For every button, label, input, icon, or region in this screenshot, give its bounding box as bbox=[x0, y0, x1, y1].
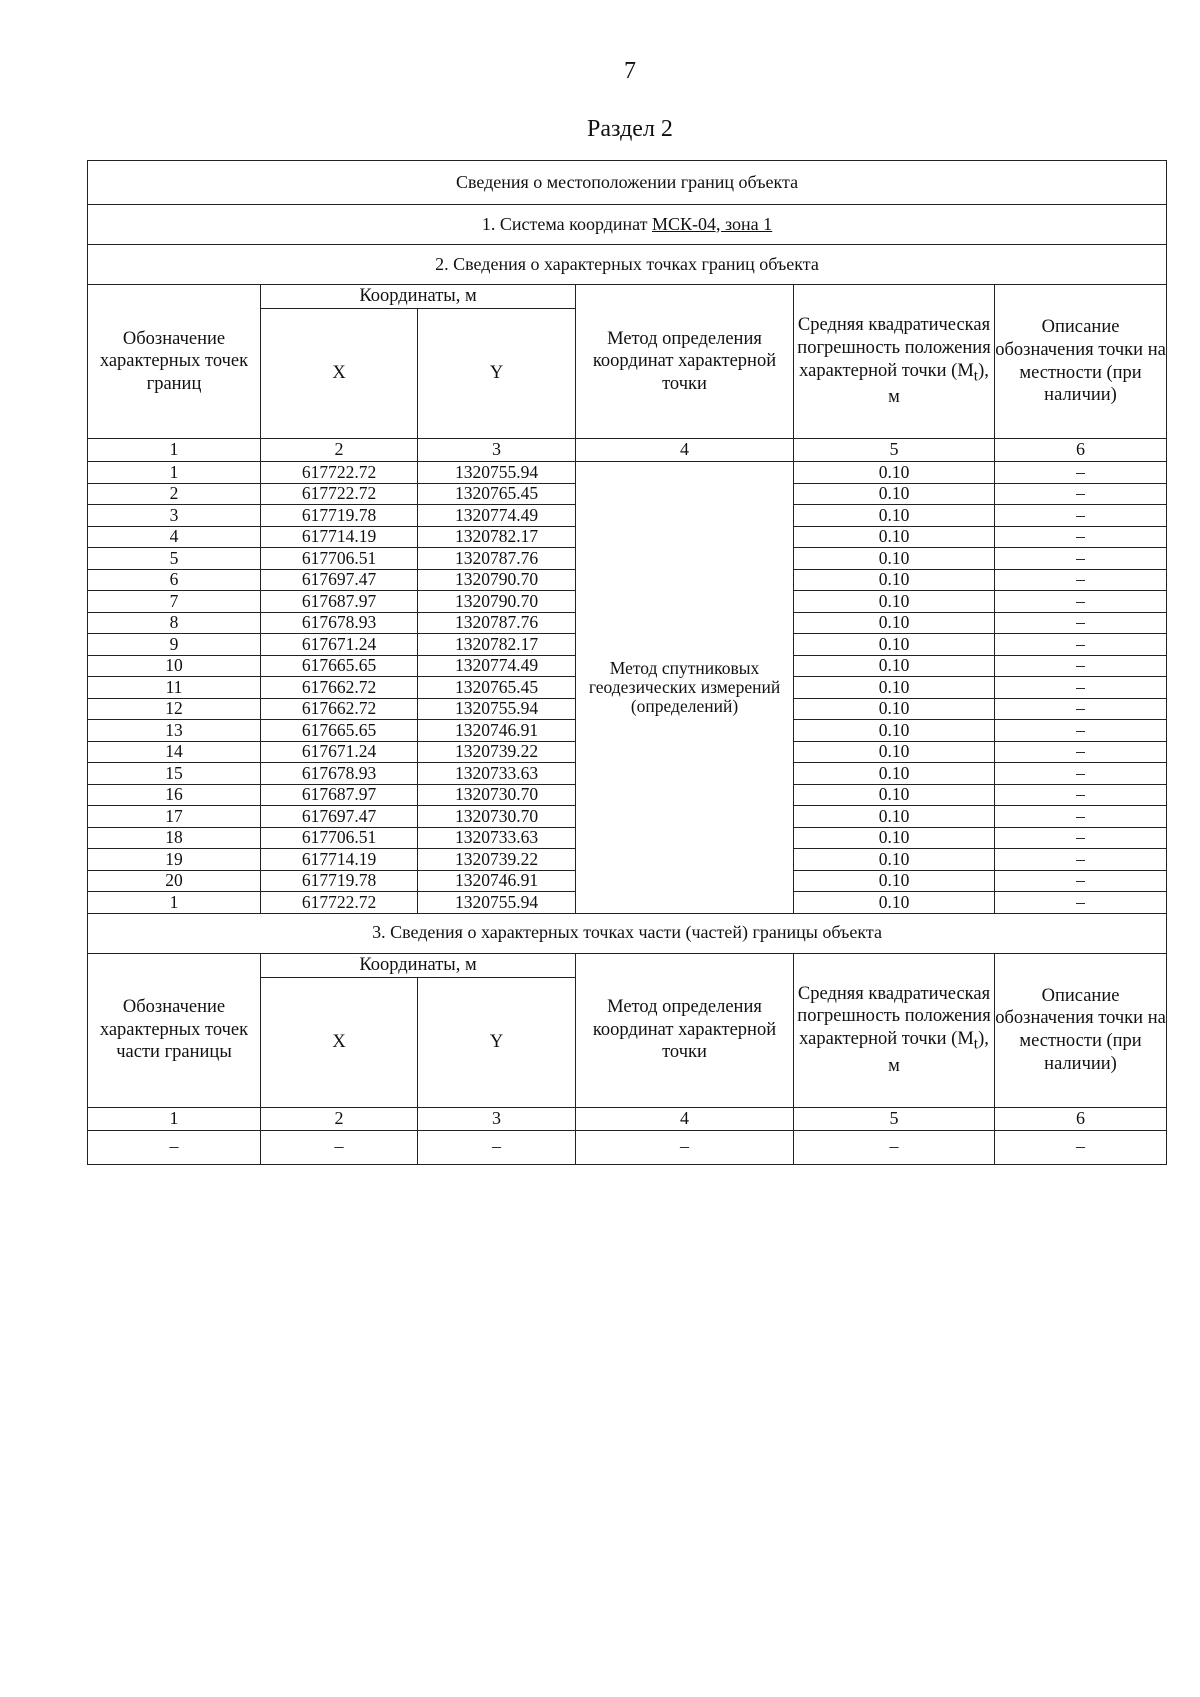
point-number: 8 bbox=[88, 612, 261, 634]
page-number: 7 bbox=[624, 58, 636, 84]
point-error: 0.10 bbox=[794, 849, 995, 871]
column-index-row bbox=[88, 439, 1167, 462]
empty-cell: – bbox=[576, 1130, 794, 1164]
point-y: 1320790.70 bbox=[418, 591, 576, 613]
point-x: 617687.97 bbox=[261, 591, 418, 613]
col-index: 6 bbox=[995, 439, 1167, 462]
col-index: 4 bbox=[576, 439, 794, 462]
point-description: – bbox=[995, 548, 1167, 570]
point-y: 1320782.17 bbox=[418, 526, 576, 548]
point-x: 617706.51 bbox=[261, 548, 418, 570]
point-error: 0.10 bbox=[794, 526, 995, 548]
point-x: 617714.19 bbox=[261, 849, 418, 871]
coord-system-value: МСК-04, зона 1 bbox=[652, 213, 773, 234]
point-y: 1320730.70 bbox=[418, 806, 576, 828]
method-cell: Метод спутниковых геодезических измерений (определений) bbox=[576, 462, 794, 914]
point-number: 20 bbox=[88, 870, 261, 892]
point-description: – bbox=[995, 849, 1167, 871]
section3-title: 3. Сведения о характерных точках части (частей) границы объекта bbox=[88, 913, 1167, 953]
point-y: 1320730.70 bbox=[418, 784, 576, 806]
point-error: 0.10 bbox=[794, 741, 995, 763]
point-x: 617662.72 bbox=[261, 698, 418, 720]
point-y: 1320739.22 bbox=[418, 849, 576, 871]
point-x: 617671.24 bbox=[261, 741, 418, 763]
point-error: 0.10 bbox=[794, 720, 995, 742]
header-error-unit: ), м bbox=[888, 360, 989, 408]
point-description: – bbox=[995, 526, 1167, 548]
point-error: 0.10 bbox=[794, 763, 995, 785]
part-empty-row bbox=[88, 1130, 1167, 1164]
point-y: 1320774.49 bbox=[418, 655, 576, 677]
point-number: 1 bbox=[88, 462, 261, 484]
table-title: Сведения о местоположении границ объекта bbox=[88, 161, 1167, 205]
header-designation: Обозначение характерных точек границ bbox=[88, 285, 261, 439]
point-number: 14 bbox=[88, 741, 261, 763]
coord-system-label: 1. Система координат bbox=[481, 213, 648, 234]
point-description: – bbox=[995, 741, 1167, 763]
point-y: 1320782.17 bbox=[418, 634, 576, 656]
point-error: 0.10 bbox=[794, 870, 995, 892]
point-description: – bbox=[995, 870, 1167, 892]
point-x: 617722.72 bbox=[261, 483, 418, 505]
section-title: Раздел 2 bbox=[587, 116, 673, 142]
point-y: 1320755.94 bbox=[418, 892, 576, 914]
point-x: 617722.72 bbox=[261, 892, 418, 914]
point-y: 1320790.70 bbox=[418, 569, 576, 591]
point-x: 617719.78 bbox=[261, 505, 418, 527]
header-error-sub: t bbox=[973, 367, 979, 385]
point-error: 0.10 bbox=[794, 698, 995, 720]
point-x: 617719.78 bbox=[261, 870, 418, 892]
point-error: 0.10 bbox=[794, 634, 995, 656]
point-error: 0.10 bbox=[794, 612, 995, 634]
point-y: 1320787.76 bbox=[418, 548, 576, 570]
point-number: 6 bbox=[88, 569, 261, 591]
point-error: 0.10 bbox=[794, 892, 995, 914]
header-method-part: Метод определения координат характерной точки bbox=[576, 953, 794, 1107]
point-x: 617665.65 bbox=[261, 655, 418, 677]
point-y: 1320746.91 bbox=[418, 870, 576, 892]
header-designation-part: Обозначение характерных точек части границы bbox=[88, 953, 261, 1107]
header-error-unit: ), м bbox=[888, 1029, 989, 1076]
point-x: 617722.72 bbox=[261, 462, 418, 484]
point-x: 617678.93 bbox=[261, 763, 418, 785]
header-error-main: Средняя квадратическая погрешность положения характерной точки (M bbox=[797, 315, 991, 381]
point-description: – bbox=[995, 892, 1167, 914]
point-error: 0.10 bbox=[794, 569, 995, 591]
col-index: 4 bbox=[576, 1107, 794, 1130]
point-description: – bbox=[995, 763, 1167, 785]
point-description: – bbox=[995, 784, 1167, 806]
point-number: 9 bbox=[88, 634, 261, 656]
point-x: 617697.47 bbox=[261, 569, 418, 591]
point-description: – bbox=[995, 655, 1167, 677]
point-error: 0.10 bbox=[794, 655, 995, 677]
empty-cell: – bbox=[261, 1130, 418, 1164]
point-description: – bbox=[995, 591, 1167, 613]
point-number: 10 bbox=[88, 655, 261, 677]
point-number: 19 bbox=[88, 849, 261, 871]
point-x: 617665.65 bbox=[261, 720, 418, 742]
header-error bbox=[794, 285, 995, 439]
point-error: 0.10 bbox=[794, 505, 995, 527]
header-error-main: Средняя квадратическая погрешность положения характерной точки (M bbox=[797, 983, 991, 1050]
point-number: 17 bbox=[88, 806, 261, 828]
col-index: 5 bbox=[794, 439, 995, 462]
point-description: – bbox=[995, 827, 1167, 849]
point-y: 1320733.63 bbox=[418, 763, 576, 785]
point-description: – bbox=[995, 462, 1167, 484]
point-error: 0.10 bbox=[794, 827, 995, 849]
point-error: 0.10 bbox=[794, 483, 995, 505]
point-number: 7 bbox=[88, 591, 261, 613]
coord-system-row bbox=[88, 205, 1167, 245]
point-description: – bbox=[995, 806, 1167, 828]
column-index-row-part bbox=[88, 1107, 1167, 1130]
header-x: X bbox=[261, 309, 418, 439]
point-description: – bbox=[995, 483, 1167, 505]
point-error: 0.10 bbox=[794, 677, 995, 699]
header-description-part: Описание обозначения точки на местности (при наличии) bbox=[995, 953, 1167, 1107]
header-error-sub: t bbox=[973, 1035, 979, 1053]
point-x: 617671.24 bbox=[261, 634, 418, 656]
empty-cell: – bbox=[418, 1130, 576, 1164]
point-x: 617706.51 bbox=[261, 827, 418, 849]
point-number: 3 bbox=[88, 505, 261, 527]
header-method: Метод определения координат характерной точки bbox=[576, 285, 794, 439]
point-number: 16 bbox=[88, 784, 261, 806]
point-x: 617714.19 bbox=[261, 526, 418, 548]
header-error-part bbox=[794, 953, 995, 1107]
point-description: – bbox=[995, 505, 1167, 527]
point-y: 1320739.22 bbox=[418, 741, 576, 763]
point-description: – bbox=[995, 698, 1167, 720]
empty-cell: – bbox=[88, 1130, 261, 1164]
point-number: 15 bbox=[88, 763, 261, 785]
header-coords: Координаты, м bbox=[261, 285, 576, 309]
point-number: 2 bbox=[88, 483, 261, 505]
point-number: 18 bbox=[88, 827, 261, 849]
point-error: 0.10 bbox=[794, 591, 995, 613]
point-y: 1320774.49 bbox=[418, 505, 576, 527]
col-index: 3 bbox=[418, 1107, 576, 1130]
header-description: Описание обозначения точки на местности (при наличии) bbox=[995, 285, 1167, 439]
point-x: 617662.72 bbox=[261, 677, 418, 699]
point-description: – bbox=[995, 720, 1167, 742]
header-y: Y bbox=[418, 309, 576, 439]
point-number: 1 bbox=[88, 892, 261, 914]
point-description: – bbox=[995, 677, 1167, 699]
col-index: 2 bbox=[261, 1107, 418, 1130]
point-number: 11 bbox=[88, 677, 261, 699]
col-index: 6 bbox=[995, 1107, 1167, 1130]
point-number: 12 bbox=[88, 698, 261, 720]
point-description: – bbox=[995, 634, 1167, 656]
point-x: 617697.47 bbox=[261, 806, 418, 828]
point-y: 1320755.94 bbox=[418, 462, 576, 484]
col-index: 1 bbox=[88, 1107, 261, 1130]
boundary-table bbox=[87, 160, 1167, 1165]
point-error: 0.10 bbox=[794, 806, 995, 828]
empty-cell: – bbox=[995, 1130, 1167, 1164]
header-coords-part: Координаты, м bbox=[261, 953, 576, 977]
section2-title: 2. Сведения о характерных точках границ объекта bbox=[88, 245, 1167, 285]
point-description: – bbox=[995, 612, 1167, 634]
col-index: 1 bbox=[88, 439, 261, 462]
point-number: 5 bbox=[88, 548, 261, 570]
point-x: 617687.97 bbox=[261, 784, 418, 806]
point-x: 617678.93 bbox=[261, 612, 418, 634]
point-y: 1320755.94 bbox=[418, 698, 576, 720]
col-index: 3 bbox=[418, 439, 576, 462]
col-index: 5 bbox=[794, 1107, 995, 1130]
point-description: – bbox=[995, 569, 1167, 591]
point-error: 0.10 bbox=[794, 784, 995, 806]
point-y: 1320787.76 bbox=[418, 612, 576, 634]
point-error: 0.10 bbox=[794, 548, 995, 570]
col-index: 2 bbox=[261, 439, 418, 462]
point-y: 1320746.91 bbox=[418, 720, 576, 742]
header-x-part: X bbox=[261, 977, 418, 1107]
table-row bbox=[88, 462, 1167, 484]
point-y: 1320733.63 bbox=[418, 827, 576, 849]
point-y: 1320765.45 bbox=[418, 677, 576, 699]
point-y: 1320765.45 bbox=[418, 483, 576, 505]
point-number: 13 bbox=[88, 720, 261, 742]
header-y-part: Y bbox=[418, 977, 576, 1107]
empty-cell: – bbox=[794, 1130, 995, 1164]
point-error: 0.10 bbox=[794, 462, 995, 484]
point-number: 4 bbox=[88, 526, 261, 548]
